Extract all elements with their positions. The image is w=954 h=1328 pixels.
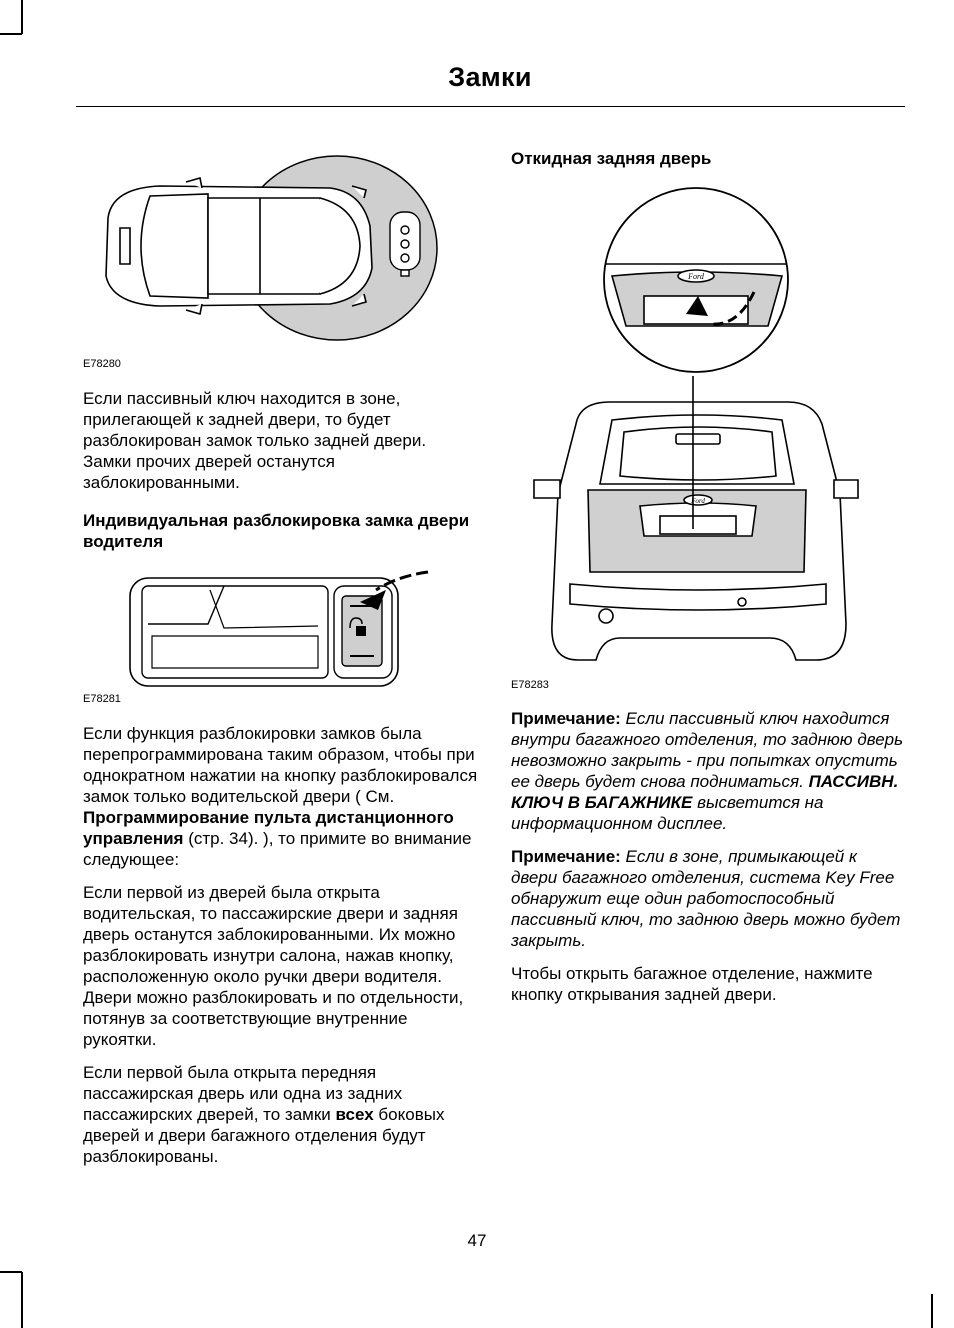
text-span: боковых дверей и двери багажного отделения будут разблокированы. [83,1105,445,1166]
note-text: Если пассивный ключ находится внутри багажного отделения, то заднюю дверь невозможно закрыть - при попытках опустить ее дверь будет снова подниматься. [511,709,904,791]
link-remote-programming[interactable]: Программирование пульта дистанционного управления [83,808,454,848]
note-key-in-trunk [511,708,906,834]
note-text: высветится на информационном дисплее. [511,793,824,833]
header-rule [76,106,905,107]
ford-logo-body: Ford [691,497,705,505]
note-label: Примечание: [511,709,621,728]
car-top-view-figure [90,148,442,343]
note-text: Если в зоне, примыкающей к двери багажного отделения, система Key Free обнаружит еще один работоспособный пассивный ключ, то заднюю дверь можно будет закрыть. [511,847,901,950]
door-handle-figure [128,566,434,690]
text-span: Если первой была открыта передняя пассажирская дверь или одна из задних пассажирских дверей, то замки [83,1063,403,1124]
paragraph-passenger-door-first [83,1062,478,1167]
paragraph-reprogrammed-unlock [83,723,478,870]
crop-mark-bottom-left-v [21,1272,23,1328]
heading-tailgate: Откидная задняя дверь [511,149,712,168]
paragraph-open-trunk: Чтобы открыть багажное отделение, нажмите кнопку открывания задней двери. [511,964,873,1004]
figure-code-e78280: E78280 [83,358,121,370]
crop-mark-bottom-left-h [0,1271,22,1273]
page-number: 47 [467,1231,487,1250]
ford-logo-magnified: Ford [688,272,704,281]
note-key-free-second-key [511,846,906,951]
bold-text-all: всех [335,1105,374,1124]
figure-code-e78283: E78283 [511,679,549,691]
note-label: Примечание: [511,847,621,866]
crop-mark-bottom-right-v [931,1294,933,1328]
paragraph-passive-key-zone: Если пассивный ключ находится в зоне, прилегающей к задней двери, то будет разблокирован замок только задней двери. Замки прочих дверей останутся заблокированными. [83,389,427,492]
display-message: ПАССИВН. КЛЮЧ В БАГАЖНИКЕ [511,772,899,812]
text-span: Если функция разблокировки замков была перепрограммирована таким образом, чтобы при однократном нажатии на кнопку разблокировался замок только водительской двери ( См. [83,724,478,806]
heading-driver-door-unlock: Индивидуальная разблокировка замка двери водителя [83,511,470,551]
tailgate-rear-view-figure [520,184,870,664]
figure-code-e78281: E78281 [83,693,121,705]
text-span: (стр. 34). ), то примите во внимание следующее: [83,829,472,869]
crop-mark-top-left-v [21,0,23,34]
paragraph-driver-door-first: Если первой из дверей была открыта водительская, то пассажирские двери и задняя дверь останутся заблокированными. Их можно разблокировать изнутри салона, нажав кнопку, расположенную около ручки двери водителя. Двери можно разблокировать и по отдельности, потянув за соответствующие внутренние рукоятки. [83,883,464,1049]
crop-mark-top-left-h [0,33,22,35]
page-title: Замки [448,62,532,92]
